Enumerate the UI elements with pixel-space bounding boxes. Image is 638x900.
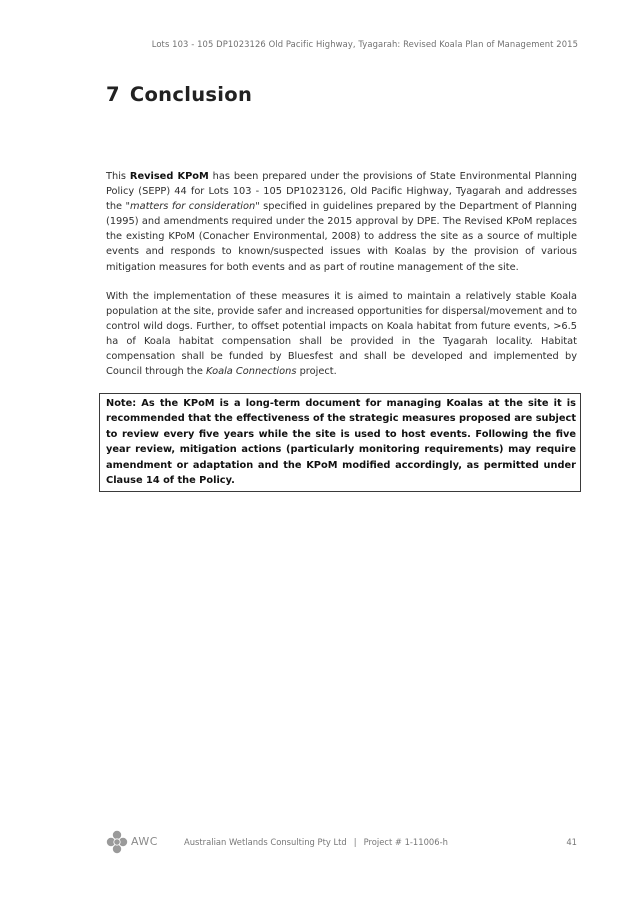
note-box: Note: As the KPoM is a long-term document for managing Koalas at the site it is recommended that the effectiveness of the strategic measures proposed are subject to review every five years while the site is used to host events. Following the five year review, mitigation actions (particularly monitoring requirements) may require amendment or adaptation and the KPoM modified accordingly, as permitted under Clause 14 of the Policy. — [99, 393, 581, 492]
running-header: Lots 103 - 105 DP1023126 Old Pacific Highway, Tyagarah: Revised Koala Plan of Management 2015 — [151, 39, 578, 49]
paragraph-measures — [106, 289, 577, 380]
company-name: Australian Wetlands Consulting Pty Ltd — [184, 837, 347, 847]
paragraph-intro — [106, 169, 577, 275]
section-heading — [106, 83, 252, 106]
paragraph-text: project. — [296, 366, 337, 378]
paragraph-text: With the implementation of these measures it is aimed to maintain a relatively stable Koala population at the site, provide safer and increased opportunities for dispersal/movement and to control wild dogs. Further, to offset potential impacts on Koala habitat from future events, >6.5 ha of Koala habitat compensation shall be provided in the Tyagarah locality. Habitat compensation shall be funded by Bluesfest and shall be developed and implemented by Council through the — [106, 291, 577, 378]
italic-term: "matters for consideration" — [125, 201, 260, 213]
paragraph-text: has been prepared under the provisions of State Environmental Planning Policy (SEPP) 44 for Lots 103 - 105 DP1023126, Old Pacific Highway, Tyagarah and addresses the — [106, 171, 577, 213]
section-title: Conclusion — [129, 83, 253, 106]
italic-term: Koala Connections — [206, 366, 297, 378]
section-number: 7 — [106, 83, 120, 106]
paragraph-text: specified in guidelines prepared by the Department of Planning (1995) and amendments required under the 2015 approval by DPE. The Revised KPoM replaces the existing KPoM (Conacher Environmental, 2008) to address the site as a source of multiple events and responds to known/suspected issues with Koalas by the provision of various mitigation measures for both events and as part of routine management of the site. — [106, 201, 577, 273]
project-number: Project # 1-11006-h — [363, 837, 448, 847]
footer-info — [184, 837, 448, 847]
page-footer — [106, 828, 577, 856]
page-number: 41 — [566, 837, 577, 847]
awc-logo — [106, 828, 166, 856]
paragraph-text: This — [106, 171, 130, 182]
bold-term: Revised KPoM — [129, 171, 209, 182]
logo-text: AWC — [131, 835, 158, 848]
footer-separator: | — [353, 837, 357, 847]
awc-logo-icon — [106, 830, 128, 854]
